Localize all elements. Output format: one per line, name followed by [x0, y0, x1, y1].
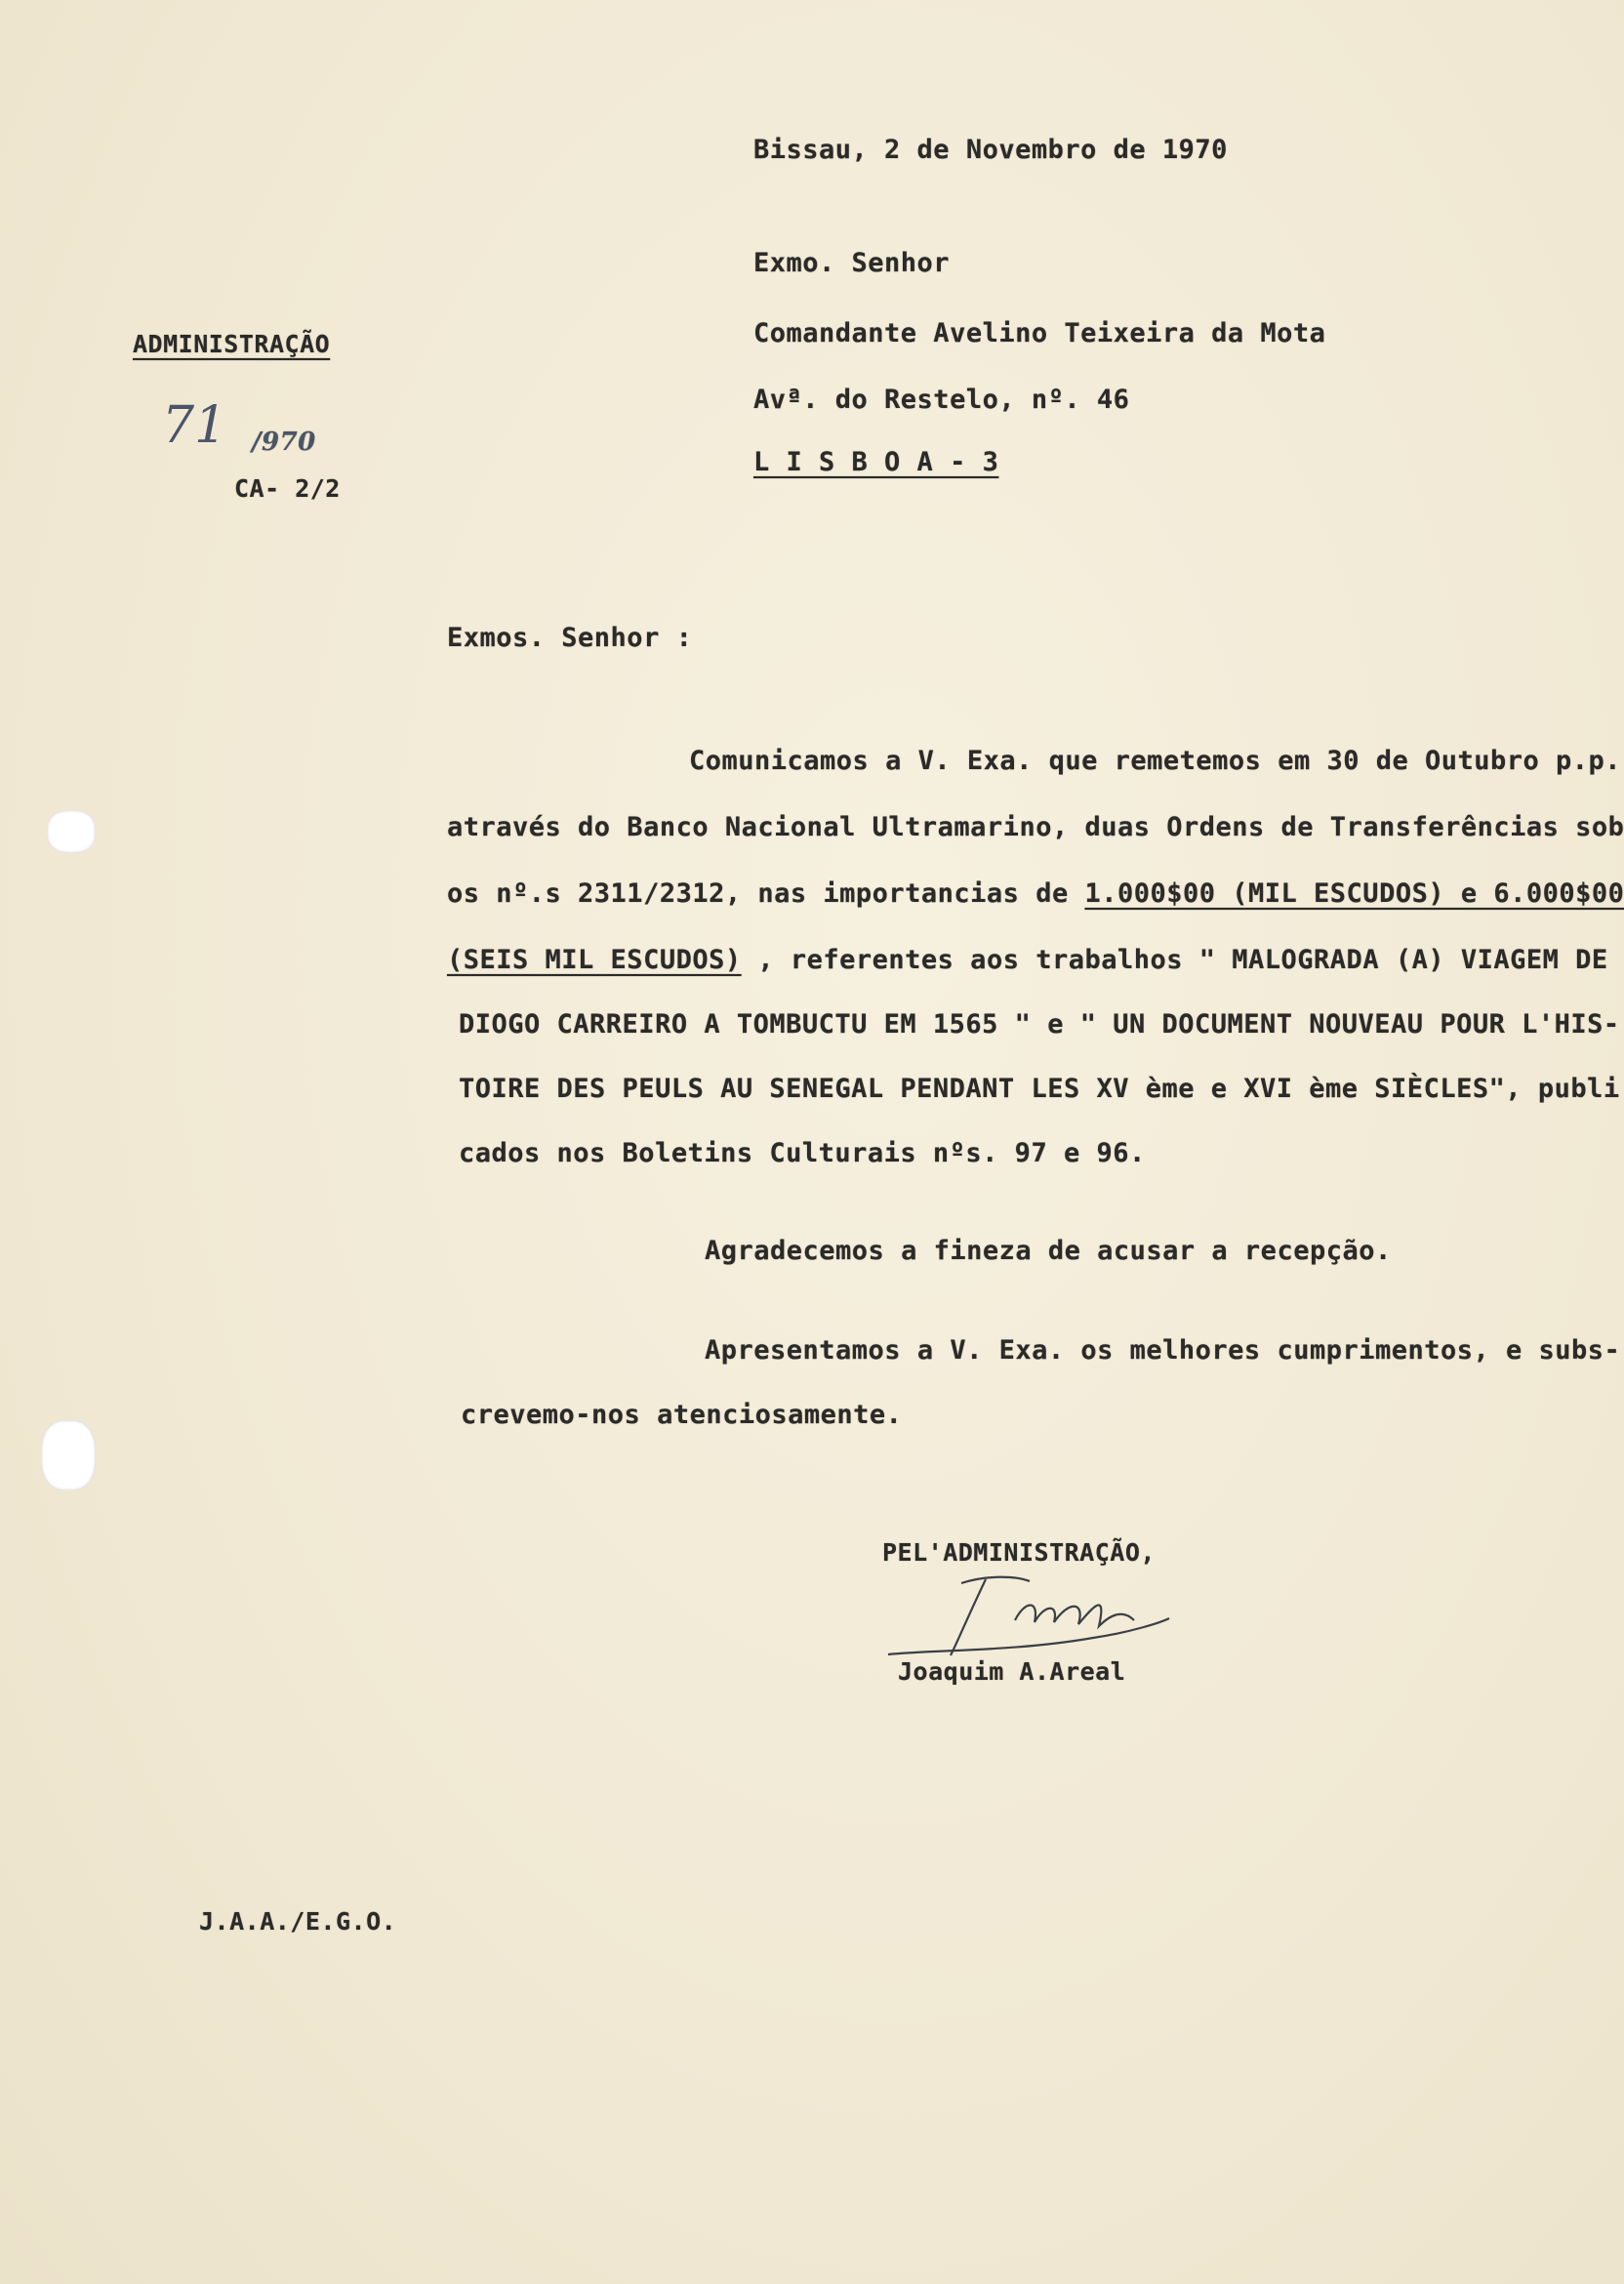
- letter-greeting: Exmos. Senhor :: [447, 623, 693, 653]
- body-line-1: Comunicamos a V. Exa. que remetemos em 30 de Outubro p.p.: [689, 746, 1622, 776]
- body-line-3: [447, 880, 1624, 907]
- punch-hole-bottom: [41, 1420, 96, 1490]
- reference-code: CA- 2/2: [234, 474, 341, 503]
- amounts-underlined: 1.000$00 (MIL ESCUDOS) e 6.000$00: [1084, 878, 1624, 909]
- typist-initials: J.A.A./E.G.O.: [199, 1907, 397, 1936]
- signatory-name: Joaquim A.Areal: [898, 1657, 1126, 1686]
- letter-date: Bissau, 2 de Novembro de 1970: [753, 135, 1228, 165]
- body-line-7: cados nos Boletins Culturais nºs. 97 e 96.: [459, 1138, 1146, 1168]
- recipient-city: L I S B O A - 3: [753, 447, 999, 477]
- reference-year: /970: [252, 428, 316, 457]
- body-line-5: DIOGO CARREIRO A TOMBUCTU EM 1565 " e " UN DOCUMENT NOUVEAU POUR L'HIS-: [459, 1009, 1620, 1040]
- body-line-4: [447, 947, 1608, 973]
- department-label: ADMINISTRAÇÃO: [133, 330, 331, 358]
- body-paragraph-3-line-1: Apresentamos a V. Exa. os melhores cumprimentos, e subs-: [705, 1335, 1621, 1366]
- body-line-6: TOIRE DES PEULS AU SENEGAL PENDANT LES XV ème e XVI ème SIÈCLES", publi: [459, 1074, 1620, 1104]
- recipient-street: Avª. do Restelo, nº. 46: [753, 385, 1130, 415]
- body-line-4-text: , referentes aos trabalhos " MALOGRADA (A) VIAGEM DE: [741, 945, 1608, 975]
- body-line-2: através do Banco Nacional Ultramarino, duas Ordens de Transferências sob: [447, 812, 1624, 842]
- body-paragraph-2: Agradecemos a fineza de acusar a recepção.: [705, 1236, 1392, 1266]
- amount-words-underlined: (SEIS MIL ESCUDOS): [447, 945, 742, 975]
- recipient-name: Comandante Avelino Teixeira da Mota: [753, 318, 1326, 348]
- body-paragraph-3-line-2: crevemo-nos atenciosamente.: [461, 1400, 903, 1430]
- punch-hole-top: [47, 810, 96, 853]
- handwritten-reference-number: 71: [162, 396, 227, 455]
- signature-on-behalf: PEL'ADMINISTRAÇÃO,: [882, 1538, 1156, 1567]
- addressee-salutation: Exmo. Senhor: [753, 248, 951, 278]
- body-line-3-text: os nº.s 2311/2312, nas importancias de: [447, 878, 1085, 909]
